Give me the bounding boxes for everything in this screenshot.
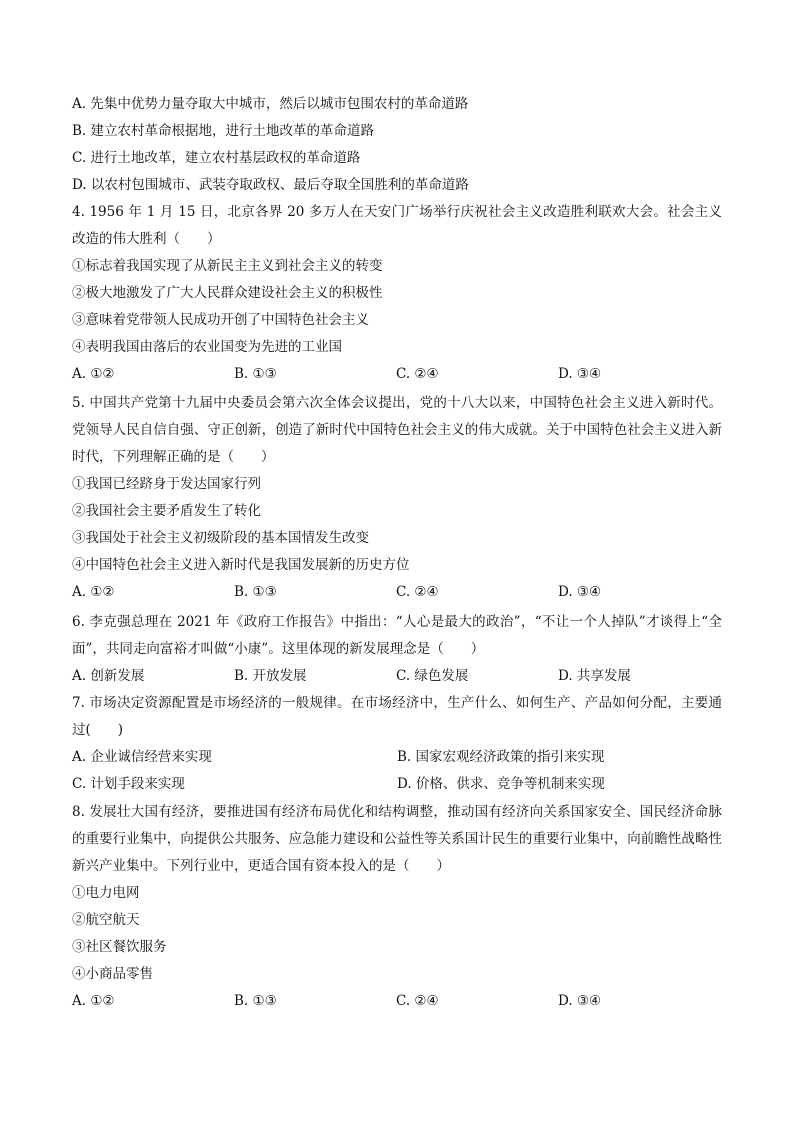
q7-options-row-2	[72, 771, 722, 798]
q4-option-c: C. ②④	[396, 366, 439, 382]
q8-statement-4: ④小商品零售	[72, 966, 153, 982]
question-6	[72, 609, 722, 690]
q6-option-b: B. 开放发展	[234, 668, 307, 684]
q6-options	[72, 663, 722, 690]
question-5	[72, 390, 722, 606]
q5-option-c: C. ②④	[396, 584, 439, 600]
q5-statement-1: ①我国已经跻身于发达国家行列	[72, 476, 261, 492]
question-4	[72, 199, 722, 388]
q4-statement-1: ①标志着我国实现了从新民主主义到社会主义的转变	[72, 258, 383, 274]
q4-options	[72, 361, 722, 388]
q5-statement-4: ④中国特色社会主义进入新时代是我国发展新的历史方位	[72, 557, 410, 573]
q8-stem: 8. 发展壮大国有经济，要推进国有经济布局优化和结构调整，推动国有经济向关系国家安全、国民经济命脉的重要行业集中，向提供公共服务、应急能力建设和公益性等关系国计民生的重要行业集中，向前瞻性战略性新兴产业集中。下列行业中，更适合国有资本投入的是（ ）	[72, 804, 722, 874]
q5-option-d: D. ③④	[558, 584, 602, 600]
q7-option-c: C. 计划手段来实现	[72, 776, 185, 792]
q8-statement-3: ③社区餐饮服务	[72, 939, 167, 955]
q5-options	[72, 579, 722, 606]
q5-statement-3: ③我国处于社会主义初级阶段的基本国情发生改变	[72, 530, 369, 546]
q3-option-b: B. 建立农村革命根据地，进行土地改革的革命道路	[72, 123, 375, 139]
question-8	[72, 799, 722, 1015]
q8-option-d: D. ③④	[558, 993, 602, 1009]
q7-option-a: A. 企业诚信经营来实现	[72, 749, 212, 765]
q6-option-a: A. 创新发展	[72, 668, 145, 684]
q8-option-a: A. ①②	[72, 993, 115, 1009]
q8-options	[72, 988, 722, 1015]
q4-statement-2: ②极大地激发了广大人民群众建设社会主义的积极性	[72, 285, 383, 301]
q5-statement-2: ②我国社会主要矛盾发生了转化	[72, 503, 261, 519]
question-3-options	[72, 91, 722, 199]
q7-option-d: D. 价格、供求、竞争等机制来实现	[397, 776, 605, 792]
q5-option-a: A. ①②	[72, 584, 115, 600]
q6-option-d: D. 共享发展	[558, 668, 631, 684]
q3-option-c: C. 进行土地改革，建立农村基层政权的革命道路	[72, 150, 361, 166]
q8-statement-1: ①电力电网	[72, 885, 140, 901]
q8-option-c: C. ②④	[396, 993, 439, 1009]
q6-option-c: C. 绿色发展	[396, 668, 469, 684]
q8-option-b: B. ①③	[234, 993, 277, 1009]
q7-option-b: B. 国家宏观经济政策的指引来实现	[397, 749, 605, 765]
q4-statement-3: ③意味着党带领人民成功开创了中国特色社会主义	[72, 312, 369, 328]
q7-options-row-1	[72, 744, 722, 771]
q4-stem: 4. 1956 年 1 月 15 日，北京各界 20 多万人在天安门广场举行庆祝社会主义改造胜利联欢大会。社会主义改造的伟大胜利（ ）	[72, 204, 722, 247]
q5-stem: 5. 中国共产党第十九届中央委员会第六次全体会议提出，党的十八大以来，中国特色社会主义进入新时代。党领导人民自信自强、守正创新，创造了新时代中国特色社会主义的伟大成就。关于中国特色社会主义进入新时代，下列理解正确的是（ ）	[72, 395, 722, 465]
q4-option-a: A. ①②	[72, 366, 115, 382]
q4-option-b: B. ①③	[234, 366, 277, 382]
q7-stem: 7. 市场决定资源配置是市场经济的一般规律。在市场经济中，生产什么、如何生产、产品如何分配，主要通过( )	[72, 695, 722, 738]
q8-statement-2: ②航空航天	[72, 912, 140, 928]
q3-option-d: D. 以农村包围城市、武装夺取政权、最后夺取全国胜利的革命道路	[72, 177, 469, 193]
q3-option-a: A. 先集中优势力量夺取大中城市，然后以城市包围农村的革命道路	[72, 96, 469, 112]
question-7	[72, 690, 722, 798]
q5-option-b: B. ①③	[234, 584, 277, 600]
q4-option-d: D. ③④	[558, 366, 602, 382]
q4-statement-4: ④表明我国由落后的农业国变为先进的工业国	[72, 339, 342, 355]
q6-stem: 6. 李克强总理在 2021 年《政府工作报告》中指出：“人心是最大的政治”，“不让一个人掉队”才谈得上“全面”，共同走向富裕才叫做“小康”。这里体现的新发展理念是（ ）	[72, 614, 722, 657]
